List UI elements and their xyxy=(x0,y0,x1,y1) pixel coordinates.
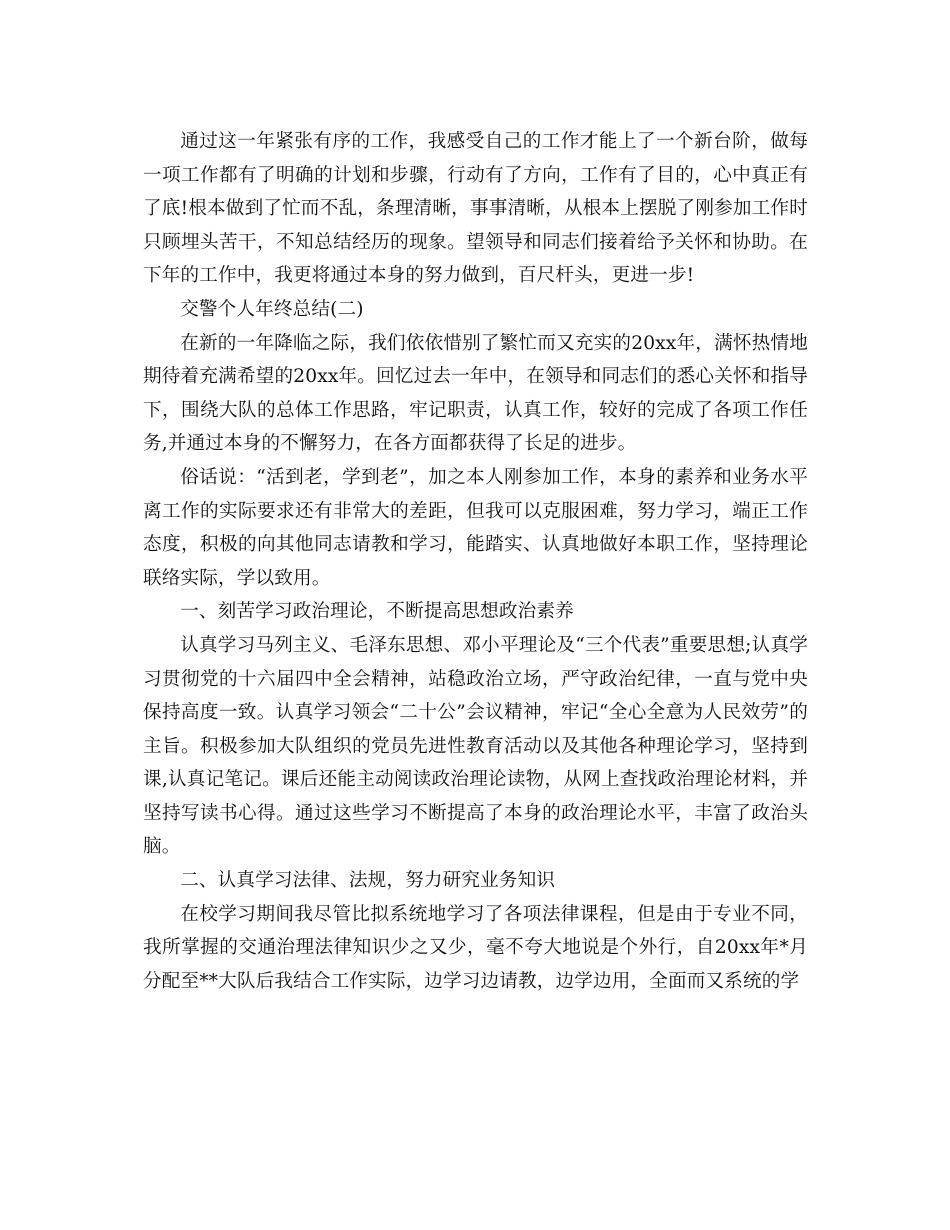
paragraph-political-study: 认真学习马列主义、毛泽东思想、邓小平理论及“三个代表”重要思想;认真学习贯彻党的十六届四中全会精神，站稳政治立场，严守政治纪律，一直与党中央保持高度一致。认真学习领会“二十公”会议精神，牢记“全心全意为人民效劳”的主旨。积极参加大队组织的党员先进性教育活动以及其他各种理论学习，坚持到课,认真记笔记。课后还能主动阅读政治理论读物，从网上查找政治理论材料，并坚持写读书心得。通过这些学习不断提高了本身的政治理论水平，丰富了政治头脑。 xyxy=(143,634,808,858)
paragraph-proverb: 俗话说：“活到老，学到老”，加之本人刚参加工作，本身的素养和业务水平离工作的实际要求还有非常大的差距，但我可以克服困难，努力学习，端正工作态度，积极的向其他同志请教和学习，能踏实、认真地做好本职工作，坚持理论联络实际，学以致用。 xyxy=(143,466,808,589)
paragraph-work-summary: 通过这一年紧张有序的工作，我感受自己的工作才能上了一个新台阶，做每一项工作都有了明确的计划和步骤，行动有了方向，工作有了目的，心中真正有了底!根本做到了忙而不乱，条理清晰，事事清晰，从根本上摆脱了刚参加工作时只顾埋头苦干，不知总结经历的现象。望领导和同志们接着给予关怀和协助。在下年的工作中，我更将通过本身的努力做到，百尺杆头，更进一步! xyxy=(143,131,808,287)
section-title: 交警个人年终总结(二) xyxy=(180,298,364,320)
document-body xyxy=(143,125,808,998)
heading-political-theory: 一、刻苦学习政治理论，不断提高思想政治素养 xyxy=(180,601,574,623)
paragraph-new-year: 在新的一年降临之际，我们依依惜别了繁忙而又充实的20xx年，满怀热情地期待着充满希望的20xx年。回忆过去一年中，在领导和同志们的悉心关怀和指导下，围绕大队的总体工作思路，牢记职责，认真工作，较好的完成了各项工作任务,并通过本身的不懈努力，在各方面都获得了长足的进步。 xyxy=(143,332,808,455)
heading-law-study: 二、认真学习法律、法规，努力研究业务知识 xyxy=(180,870,556,892)
paragraph-law-study: 在校学习期间我尽管比拟系统地学习了各项法律课程，但是由于专业不同，我所掌握的交通治理法律知识少之又少，毫不夸大地说是个外行，自20xx年*月分配至**大队后我结合工作实际，边学习边请教，边学边用，全面而又系统的学 xyxy=(143,903,808,992)
